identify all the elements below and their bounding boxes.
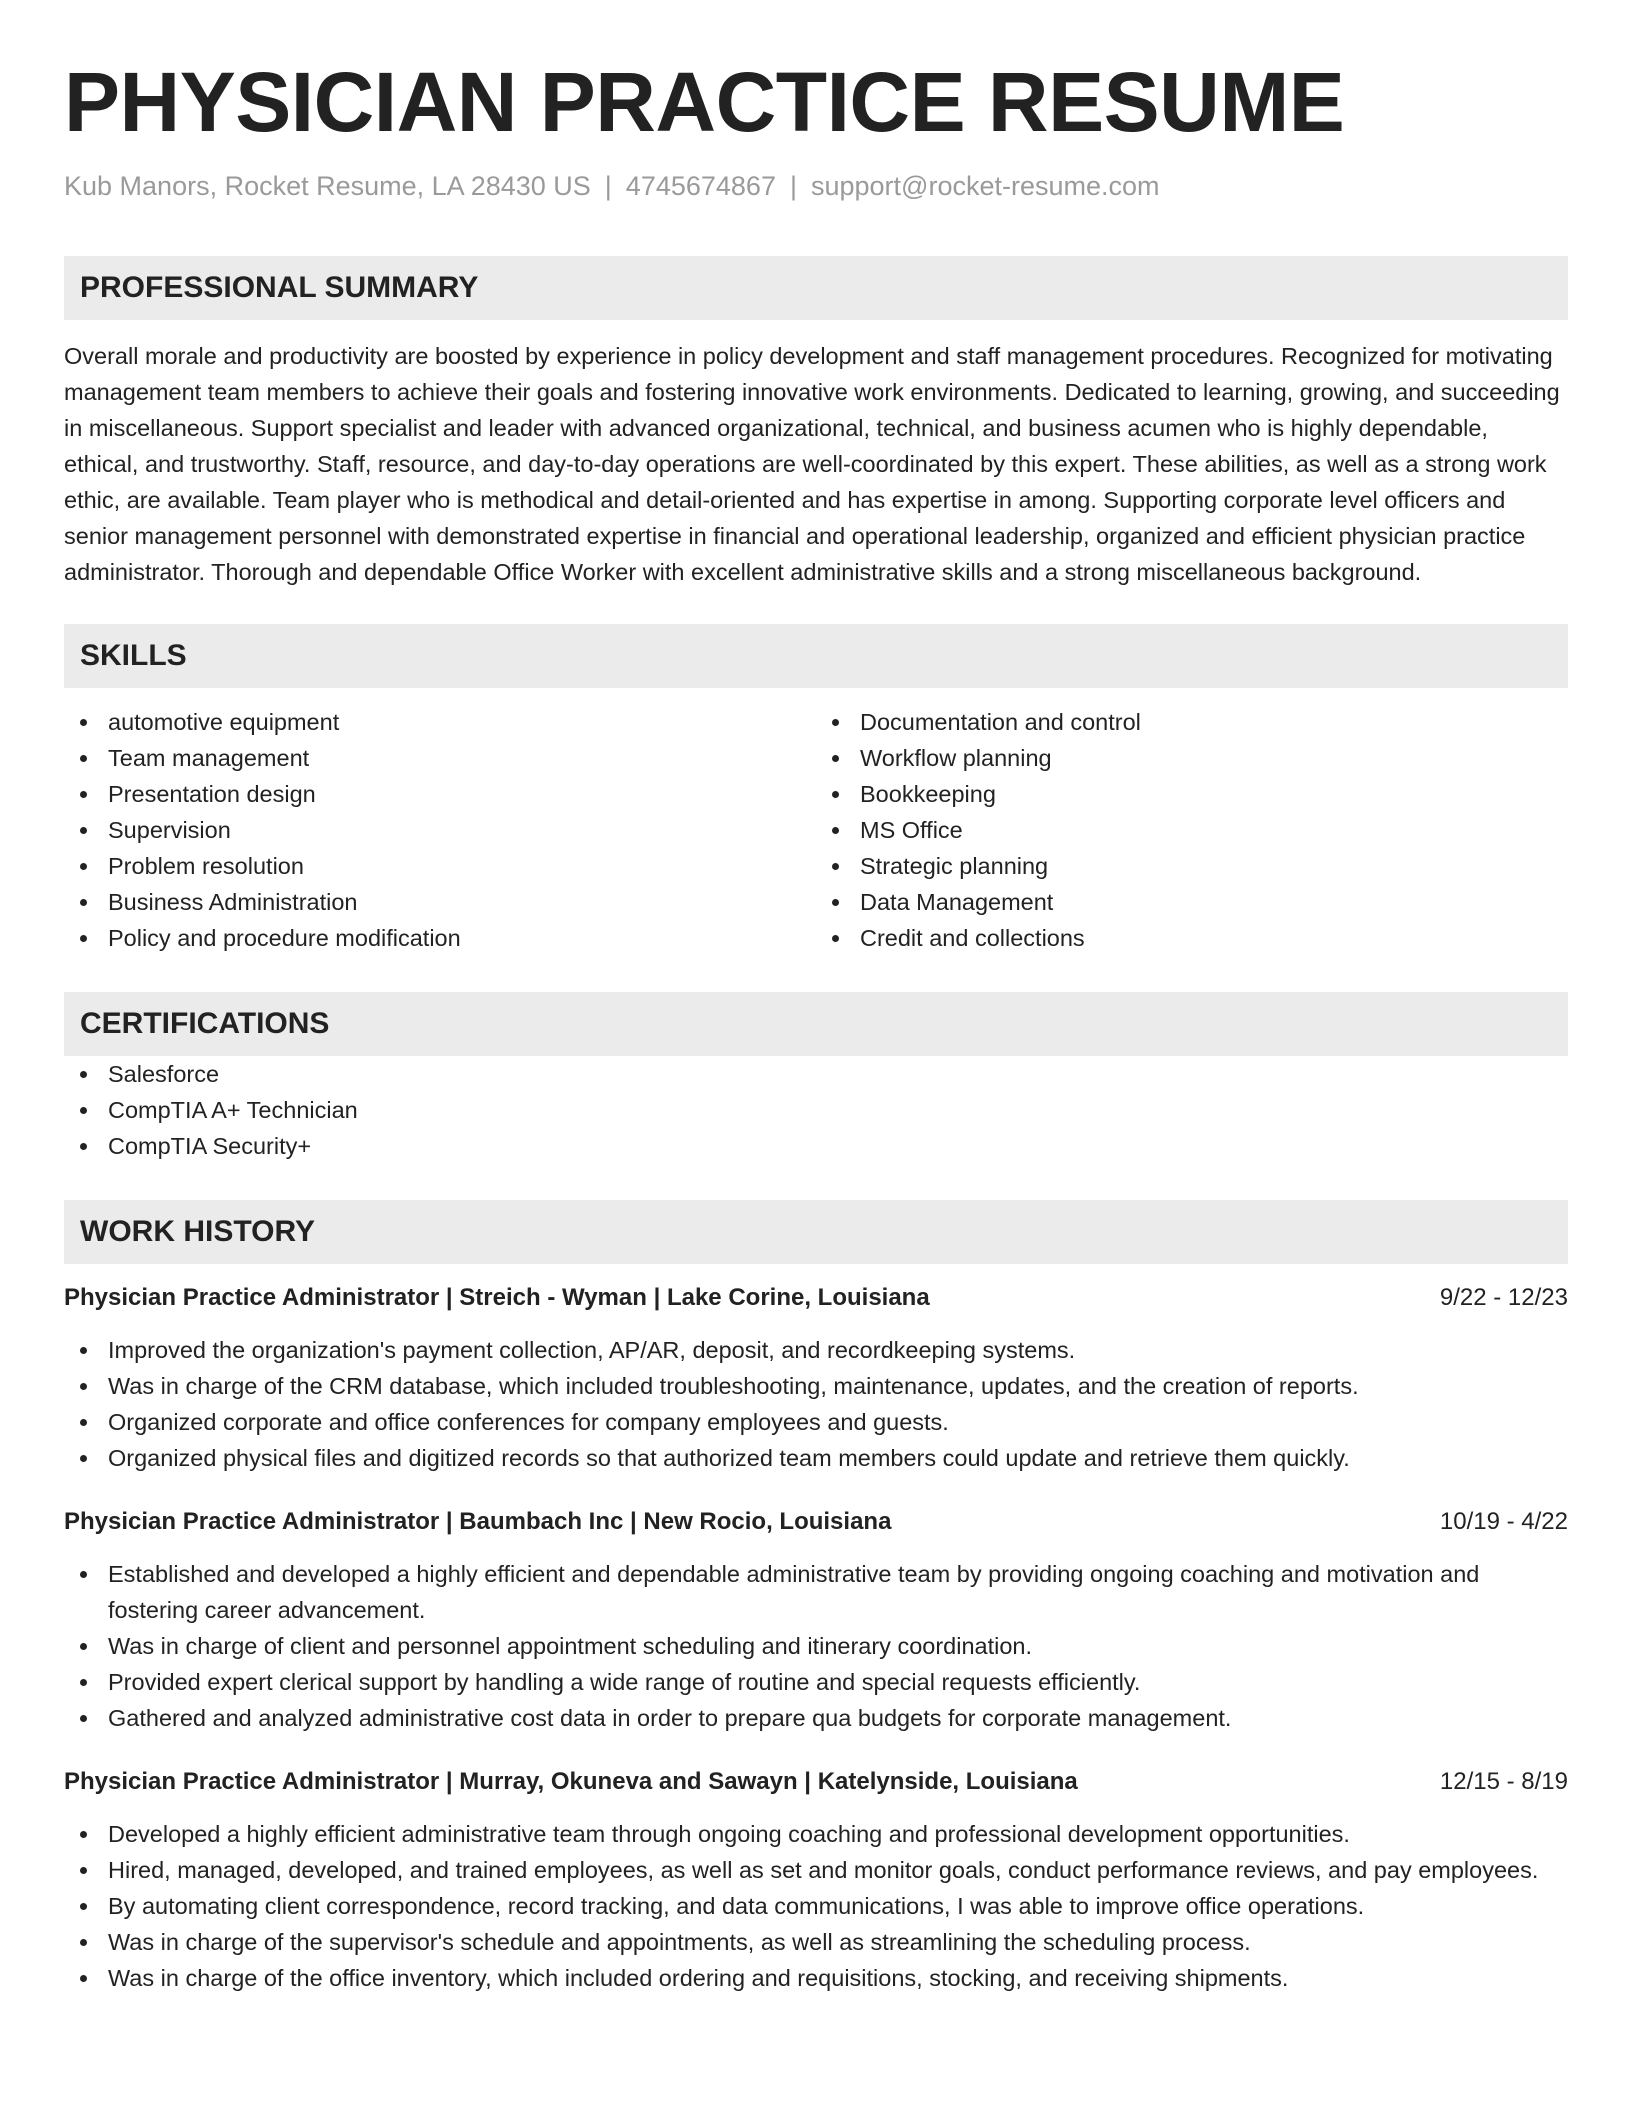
job-entry (64, 1280, 1568, 1476)
job-bullet: Hired, managed, developed, and trained employees, as well as set and monitor goals, conduct performance reviews, and pay employees. (64, 1852, 1568, 1888)
skills-list-left (64, 704, 816, 956)
job-heading: Physician Practice Administrator | Baumbach Inc | New Rocio, Louisiana (64, 1508, 892, 1535)
skill-item: Credit and collections (816, 920, 1568, 956)
contact-line (64, 168, 1568, 204)
job-entry (64, 1504, 1568, 1736)
job-bullet: Was in charge of the supervisor's schedule and appointments, as well as streamlining the scheduling process. (64, 1924, 1568, 1960)
job-bullet: Organized physical files and digitized records so that authorized team members could update and retrieve them quickly. (64, 1440, 1568, 1476)
skill-item: automotive equipment (64, 704, 816, 740)
section-header-work-history: WORK HISTORY (64, 1200, 1568, 1264)
skill-item: Workflow planning (816, 740, 1568, 776)
job-bullets (64, 1816, 1568, 1996)
job-bullet: By automating client correspondence, record tracking, and data communications, I was able to improve office operations. (64, 1888, 1568, 1924)
contact-phone: 4745674867 (625, 171, 776, 201)
job-bullet: Developed a highly efficient administrative team through ongoing coaching and professional development opportunities. (64, 1816, 1568, 1852)
skill-item: Team management (64, 740, 816, 776)
job-bullets (64, 1332, 1568, 1476)
job-bullet: Improved the organization's payment collection, AP/AR, deposit, and recordkeeping systems. (64, 1332, 1568, 1368)
skill-item: Bookkeeping (816, 776, 1568, 812)
section-header-skills: SKILLS (64, 624, 1568, 688)
certification-item: CompTIA A+ Technician (64, 1092, 1568, 1128)
job-bullet: Organized corporate and office conferences for company employees and guests. (64, 1404, 1568, 1440)
contact-separator: | (789, 171, 797, 201)
contact-email: support@rocket-resume.com (810, 171, 1160, 201)
job-entry (64, 1764, 1568, 1996)
skills-list-right (816, 704, 1568, 956)
job-header (64, 1504, 1568, 1540)
job-bullet: Established and developed a highly efficient and dependable administrative team by providing ongoing coaching and motivation and fostering career advancement. (64, 1556, 1568, 1628)
certification-item: Salesforce (64, 1056, 1568, 1092)
skill-item: Supervision (64, 812, 816, 848)
skill-item: Documentation and control (816, 704, 1568, 740)
skill-item: Problem resolution (64, 848, 816, 884)
job-bullet: Gathered and analyzed administrative cost data in order to prepare qua budgets for corporate management. (64, 1700, 1568, 1736)
skills-grid (64, 704, 1568, 956)
job-bullet: Provided expert clerical support by handling a wide range of routine and special requests efficiently. (64, 1664, 1568, 1700)
section-header-summary: PROFESSIONAL SUMMARY (64, 256, 1568, 320)
job-dates: 12/15 - 8/19 (1439, 1768, 1568, 1795)
contact-separator: | (604, 171, 612, 201)
skills-column-right (816, 704, 1568, 956)
skills-column-left (64, 704, 816, 956)
job-bullet: Was in charge of the CRM database, which included troubleshooting, maintenance, updates, and the creation of reports. (64, 1368, 1568, 1404)
certification-item: CompTIA Security+ (64, 1128, 1568, 1164)
section-header-certifications: CERTIFICATIONS (64, 992, 1568, 1056)
contact-address: Kub Manors, Rocket Resume, LA 28430 US (64, 171, 591, 201)
certifications-list (64, 1056, 1568, 1164)
job-bullet: Was in charge of the office inventory, which included ordering and requisitions, stocking, and receiving shipments. (64, 1960, 1568, 1996)
skill-item: Presentation design (64, 776, 816, 812)
resume-title: PHYSICIAN PRACTICE RESUME (64, 55, 1345, 149)
skill-item: MS Office (816, 812, 1568, 848)
job-header (64, 1280, 1568, 1316)
job-heading: Physician Practice Administrator | Murray, Okuneva and Sawayn | Katelynside, Louisiana (64, 1768, 1078, 1795)
job-heading: Physician Practice Administrator | Streich - Wyman | Lake Corine, Louisiana (64, 1284, 930, 1311)
job-bullet: Was in charge of client and personnel appointment scheduling and itinerary coordination. (64, 1628, 1568, 1664)
skill-item: Data Management (816, 884, 1568, 920)
job-header (64, 1764, 1568, 1800)
summary-text: Overall morale and productivity are boosted by experience in policy development and staff management procedures. Recognized for motivating management team members to achieve their goals and fostering innovative work environments. Dedicated to learning, growing, and succeeding in miscellaneous. Support specialist and leader with advanced organizational, technical, and business acumen who is highly dependable, ethical, and trustworthy. Staff, resource, and day-to-day operations are well-coordinated by this expert. These abilities, as well as a strong work ethic, are available. Team player who is methodical and detail-oriented and has expertise in among. Supporting corporate level officers and senior management personnel with demonstrated expertise in financial and operational leadership, organized and efficient physician practice administrator. Thorough and dependable Office Worker with excellent administrative skills and a strong miscellaneous background. (64, 343, 1560, 585)
job-dates: 10/19 - 4/22 (1439, 1508, 1568, 1535)
job-bullets (64, 1556, 1568, 1736)
skill-item: Business Administration (64, 884, 816, 920)
job-dates: 9/22 - 12/23 (1439, 1284, 1568, 1311)
skill-item: Policy and procedure modification (64, 920, 816, 956)
skill-item: Strategic planning (816, 848, 1568, 884)
